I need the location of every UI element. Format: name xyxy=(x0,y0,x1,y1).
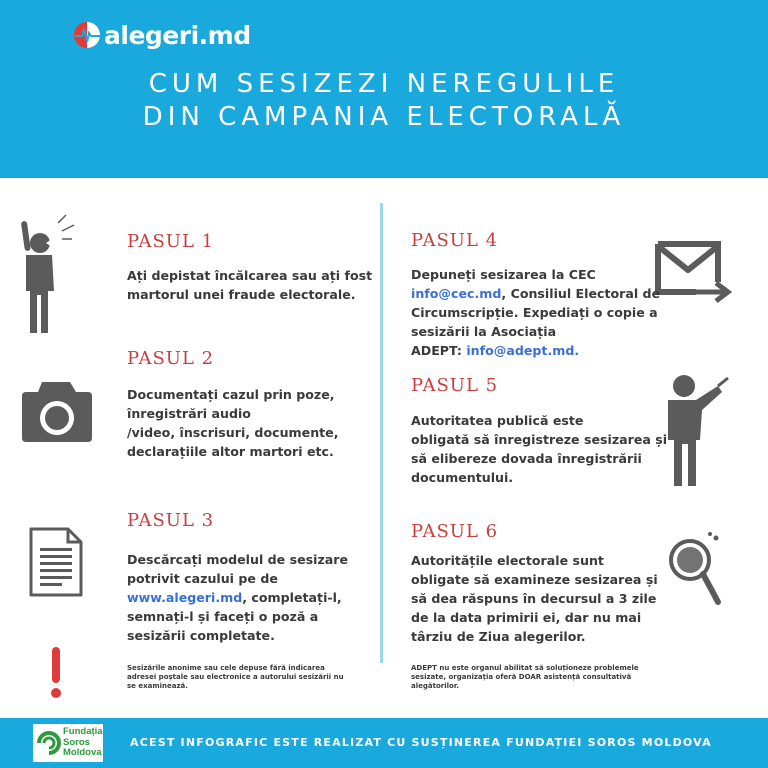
footer-credit-text: ACEST INFOGRAFIC ESTE REALIZAT CU SUSȚINEREA FUNDAȚIEI SOROS MOLDOVA xyxy=(130,736,712,749)
footer-banner xyxy=(0,718,768,768)
column-divider xyxy=(380,203,383,663)
step-6-line: să dea răspuns în decursul a 3 zile xyxy=(411,591,657,606)
step-3-description xyxy=(127,550,348,645)
title-line-2: DIN CAMPANIA ELECTORALĂ xyxy=(142,102,626,132)
footnote-line: sesizate, organizația oferă DOAR asistență consultativă xyxy=(411,673,632,681)
step-6-description xyxy=(411,551,658,646)
right-footnote xyxy=(411,664,639,691)
footnote-line: se examinează. xyxy=(127,682,188,690)
step-2-line: declarațiile altor martori etc. xyxy=(127,444,334,459)
step-5-description xyxy=(411,411,667,487)
step-2-label: PASUL 2 xyxy=(127,348,215,369)
title-line-1: CUM SESIZEZI NEREGULILE xyxy=(148,69,620,99)
header-banner xyxy=(0,0,768,178)
alegeri-link[interactable]: www.alegeri.md xyxy=(127,590,243,605)
soros-logo-line: Moldova xyxy=(63,747,102,758)
footnote-line: adresei poștale sau electronice a autorului sesizării nu xyxy=(127,673,344,681)
step-4-line: Depuneți sesizarea la CEC xyxy=(411,267,596,282)
step-1-line: Ați depistat încălcarea sau ați fost xyxy=(127,268,373,283)
step-1-line: martorul unei fraude electorale. xyxy=(127,287,356,302)
logo-text: alegeri.md xyxy=(104,20,251,50)
exclamation-icon xyxy=(49,647,63,705)
soros-logo-line: Soros xyxy=(63,736,90,748)
step-4-text: , Consiliul Electoral de xyxy=(501,286,661,301)
shouting-person-icon xyxy=(18,213,76,339)
step-3-line xyxy=(127,588,348,607)
step-5-line: documentului. xyxy=(411,470,514,485)
alegeri-logo-icon xyxy=(72,20,102,50)
pointing-person-icon xyxy=(662,374,732,492)
step-6-line: de la data primirii ei, dar nu mai xyxy=(411,610,642,625)
step-1-label: PASUL 1 xyxy=(127,231,215,252)
soros-logo[interactable] xyxy=(33,724,103,762)
step-2-description xyxy=(127,385,339,461)
step-4-text: . xyxy=(574,343,580,358)
step-4-line: sesizării la Asociația xyxy=(411,324,557,339)
step-5-line: Autoritatea publică este xyxy=(411,413,584,428)
step-3-line: potrivit cazului pe de xyxy=(127,571,278,586)
left-footnote xyxy=(127,664,344,691)
step-3-line: Descărcați modelul de sesizare xyxy=(127,552,349,567)
step-6-line: obligate să examineze sesizarea și xyxy=(411,572,658,587)
step-2-line: înregistrări audio xyxy=(127,406,251,421)
step-2-line: /video, înscrisuri, documente, xyxy=(127,425,339,440)
step-3-line: sesizării completate. xyxy=(127,628,275,643)
soros-logo-line: Fundația xyxy=(63,726,103,737)
step-6-line: Autoritățile electorale sunt xyxy=(411,553,604,568)
step-4-line xyxy=(411,341,660,360)
page-title xyxy=(0,68,768,134)
camera-icon xyxy=(20,380,94,446)
step-3-line: semnați-l și faceți o poză a xyxy=(127,609,319,624)
step-1-description xyxy=(127,266,372,304)
document-icon xyxy=(28,526,84,602)
step-2-line: Documentați cazul prin poze, xyxy=(127,387,335,402)
step-4-text: ADEPT: xyxy=(411,343,467,358)
magnifier-icon xyxy=(666,528,726,612)
step-5-label: PASUL 5 xyxy=(411,375,499,396)
adept-email-link[interactable]: info@adept.md xyxy=(466,343,575,358)
step-6-line: târziu de Ziua alegerilor. xyxy=(411,629,586,644)
step-4-description xyxy=(411,265,660,360)
step-3-label: PASUL 3 xyxy=(127,510,215,531)
site-logo[interactable] xyxy=(72,18,251,52)
step-4-label: PASUL 4 xyxy=(411,230,499,251)
step-4-line xyxy=(411,284,660,303)
step-5-line: să elibereze dovada înregistrării xyxy=(411,451,642,466)
footnote-line: Sesizările anonime sau cele depuse fără indicarea xyxy=(127,664,325,672)
step-5-line: obligată să înregistreze sesizarea și xyxy=(411,432,668,447)
footnote-line: alegătorilor. xyxy=(411,682,459,690)
envelope-send-icon xyxy=(654,240,732,310)
cec-email-link[interactable]: info@cec.md xyxy=(411,286,502,301)
step-6-label: PASUL 6 xyxy=(411,521,499,542)
soros-logo-icon xyxy=(35,729,63,761)
step-3-text: , completați-l, xyxy=(242,590,342,605)
footnote-line: ADEPT nu este organul abilitat să soluționeze problemele xyxy=(411,664,639,672)
step-4-line: Circumscripție. Expediați o copie a xyxy=(411,305,658,320)
soros-logo-text xyxy=(63,727,103,759)
